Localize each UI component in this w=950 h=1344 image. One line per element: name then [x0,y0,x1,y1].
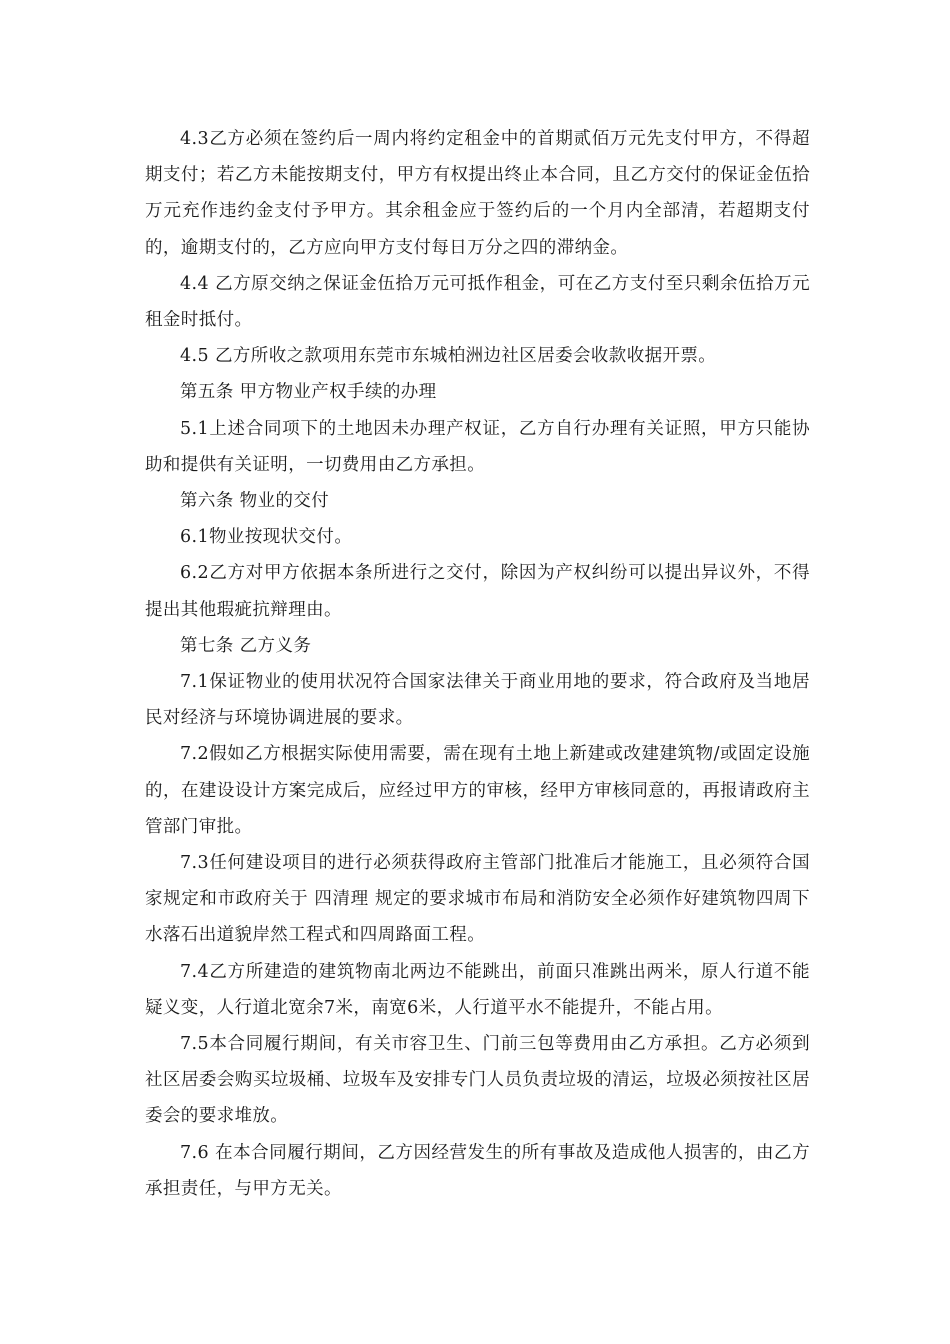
clause-7-3: 7.3任何建设项目的进行必须获得政府主管部门批准后才能施工，且必须符合国家规定和市政府关于 四清理 规定的要求城市布局和消防安全必须作好建筑物四周下水落石出道貌岸然工程式和四周路面工程。 [145,853,810,946]
clause-5-1: 5.1上述合同项下的土地因未办理产权证，乙方自行办理有关证照，甲方只能协助和提供有关证明，一切费用由乙方承担。 [145,418,810,475]
clause-7-2: 7.2假如乙方根据实际使用需要，需在现有土地上新建或改建建筑物/或固定设施的，在建设设计方案完成后，应经过甲方的审核，经甲方审核同意的，再报请政府主管部门审批。 [145,744,810,837]
article-5-heading: 第五条 甲方物业产权手续的办理 [180,382,437,403]
clause-7-1: 7.1保证物业的使用状况符合国家法律关于商业用地的要求，符合政府及当地居民对经济与环境协调进展的要求。 [145,672,810,729]
article-6-heading: 第六条 物业的交付 [180,491,330,512]
article-7-heading: 第七条 乙方义务 [180,635,312,656]
clause-7-4: 7.4乙方所建造的建筑物南北两边不能跳出，前面只准跳出两米，原人行道不能疑义变，人行道北宽余7米，南宽6米，人行道平水不能提升，不能占用。 [145,961,810,1018]
clause-4-5: 4.5 乙方所收之款项用东莞市东城柏洲边社区居委会收款收据开票。 [180,346,717,367]
clause-4-4: 4.4 乙方原交纳之保证金伍拾万元可抵作租金，可在乙方支付至只剩余伍拾万元租金时抵付。 [145,273,810,331]
clause-6-2: 6.2乙方对甲方依据本条所进行之交付，除因为产权纠纷可以提出异议外，不得提出其他瑕疵抗辩理由。 [145,563,810,620]
clause-7-5: 7.5本合同履行期间，有关市容卫生、门前三包等费用由乙方承担。乙方必须到社区居委会购买垃圾桶、垃圾车及安排专门人员负责垃圾的清运，垃圾必须按社区居委会的要求堆放。 [145,1034,810,1127]
clause-6-1: 6.1物业按现状交付。 [180,527,353,548]
clause-7-6: 7.6 在本合同履行期间，乙方因经营发生的所有事故及造成他人损害的，由乙方承担责任，与甲方无关。 [145,1142,810,1199]
clause-4-3: 4.3乙方必须在签约后一周内将约定租金中的首期贰佰万元先支付甲方，不得超期支付；若乙方未能按期支付，甲方有权提出终止本合同，且乙方交付的保证金伍拾万元充作违约金支付予甲方。其余租金应于签约后的一个月内全部清，若超期支付的，逾期支付的，乙方应向甲方支付每日万分之四的滞纳金。 [145,129,810,258]
document-body [145,121,810,1207]
